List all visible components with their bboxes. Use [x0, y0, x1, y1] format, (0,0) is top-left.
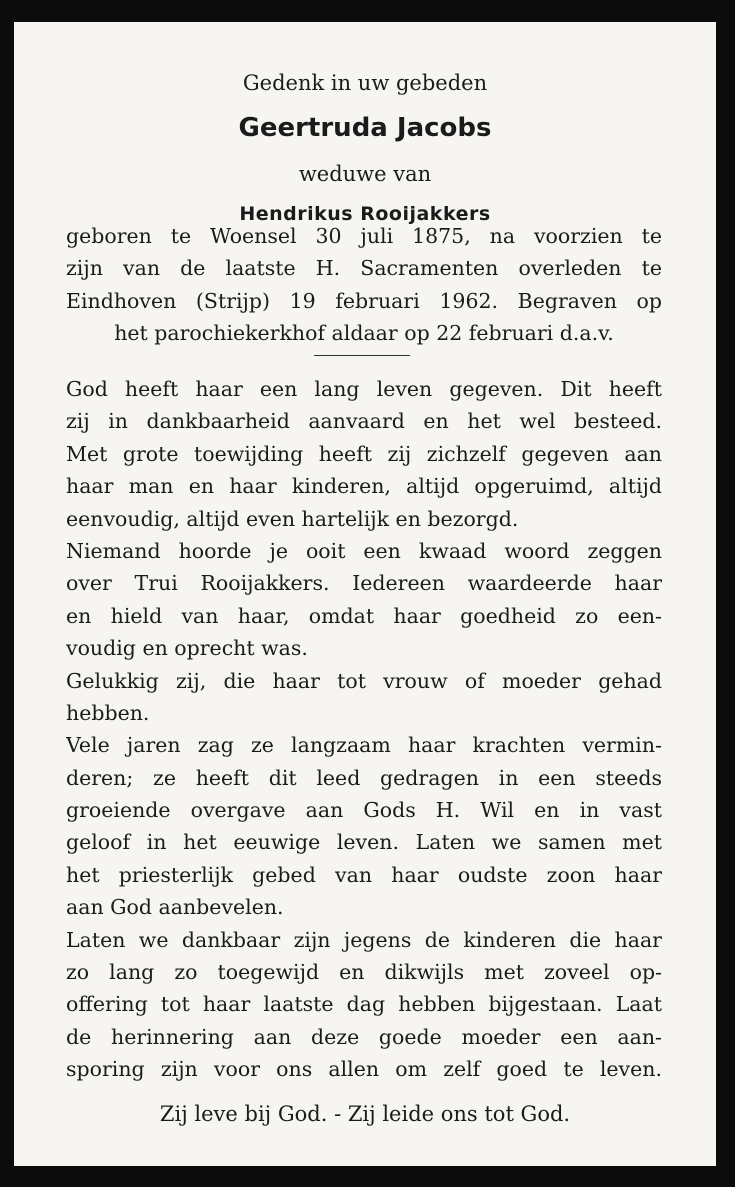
- bio-line: Eindhoven (Strijp) 19 februari 1962. Begraven op: [66, 288, 662, 313]
- deceased-name: Geertruda Jacobs: [238, 113, 492, 143]
- eulogy-line: Gelukkig zij, die haar tot vrouw of moeder gehad: [66, 668, 662, 693]
- eulogy-line: en hield van haar, omdat haar goedheid zo een-: [66, 603, 662, 628]
- closing-prayer: Zij leve bij God. - Zij leide ons tot God.: [159, 1102, 571, 1126]
- eulogy-line: over Trui Rooijakkers. Iedereen waardeerde haar: [66, 571, 662, 596]
- relation-text: weduwe van: [298, 162, 432, 186]
- divider-rule: [314, 355, 410, 356]
- eulogy-line: het priesterlijk gebed van haar oudste zoon haar: [66, 862, 662, 887]
- eulogy-line: zij in dankbaarheid aanvaard en het wel besteed.: [66, 409, 662, 434]
- eulogy-line: geloof in het eeuwige leven. Laten we samen met: [66, 830, 662, 855]
- bio-line: geboren te Woensel 30 juli 1875, na voorzien te: [66, 224, 662, 248]
- eulogy-line: Laten we dankbaar zijn jegens de kinderen die haar: [66, 927, 662, 952]
- eulogy-line: de herinnering aan deze goede moeder een aan-: [66, 1024, 662, 1049]
- card-header: Gedenk in uw gebeden: [242, 71, 488, 95]
- eulogy-line: Niemand hoorde je ooit een kwaad woord zeggen: [66, 538, 662, 563]
- eulogy-line: voudig en oprecht was.: [66, 636, 308, 661]
- eulogy-line: offering tot haar laatste dag hebben bijgestaan. Laat: [66, 992, 662, 1017]
- eulogy-line: hebben.: [66, 700, 150, 725]
- eulogy-line: aan God aanbevelen.: [66, 895, 284, 920]
- biography-paragraph: [66, 220, 662, 350]
- eulogy-line: haar man en haar kinderen, altijd opgeruimd, altijd: [66, 474, 662, 499]
- bio-line: het parochiekerkhof aldaar op 22 februari d.a.v.: [114, 321, 614, 346]
- bio-line: zijn van de laatste H. Sacramenten overleden te: [66, 256, 662, 281]
- eulogy-line: God heeft haar een lang leven gegeven. Dit heeft: [66, 377, 662, 401]
- memorial-card: [14, 22, 716, 1166]
- eulogy-line: groeiende overgave aan Gods H. Wil en in vast: [66, 798, 662, 823]
- eulogy-line: Vele jaren zag ze langzaam haar krachten vermin-: [66, 733, 662, 758]
- eulogy-text: [66, 373, 662, 1086]
- spouse-name: Hendrikus Rooijakkers: [239, 203, 491, 225]
- eulogy-line: eenvoudig, altijd even hartelijk en bezorgd.: [66, 506, 519, 531]
- eulogy-line: sporing zijn voor ons allen om zelf goed te leven.: [66, 1057, 662, 1082]
- eulogy-line: deren; ze heeft dit leed gedragen in een steeds: [66, 765, 662, 790]
- eulogy-line: zo lang zo toegewijd en dikwijls met zoveel op-: [66, 960, 662, 985]
- eulogy-line: Met grote toewijding heeft zij zichzelf gegeven aan: [66, 441, 662, 466]
